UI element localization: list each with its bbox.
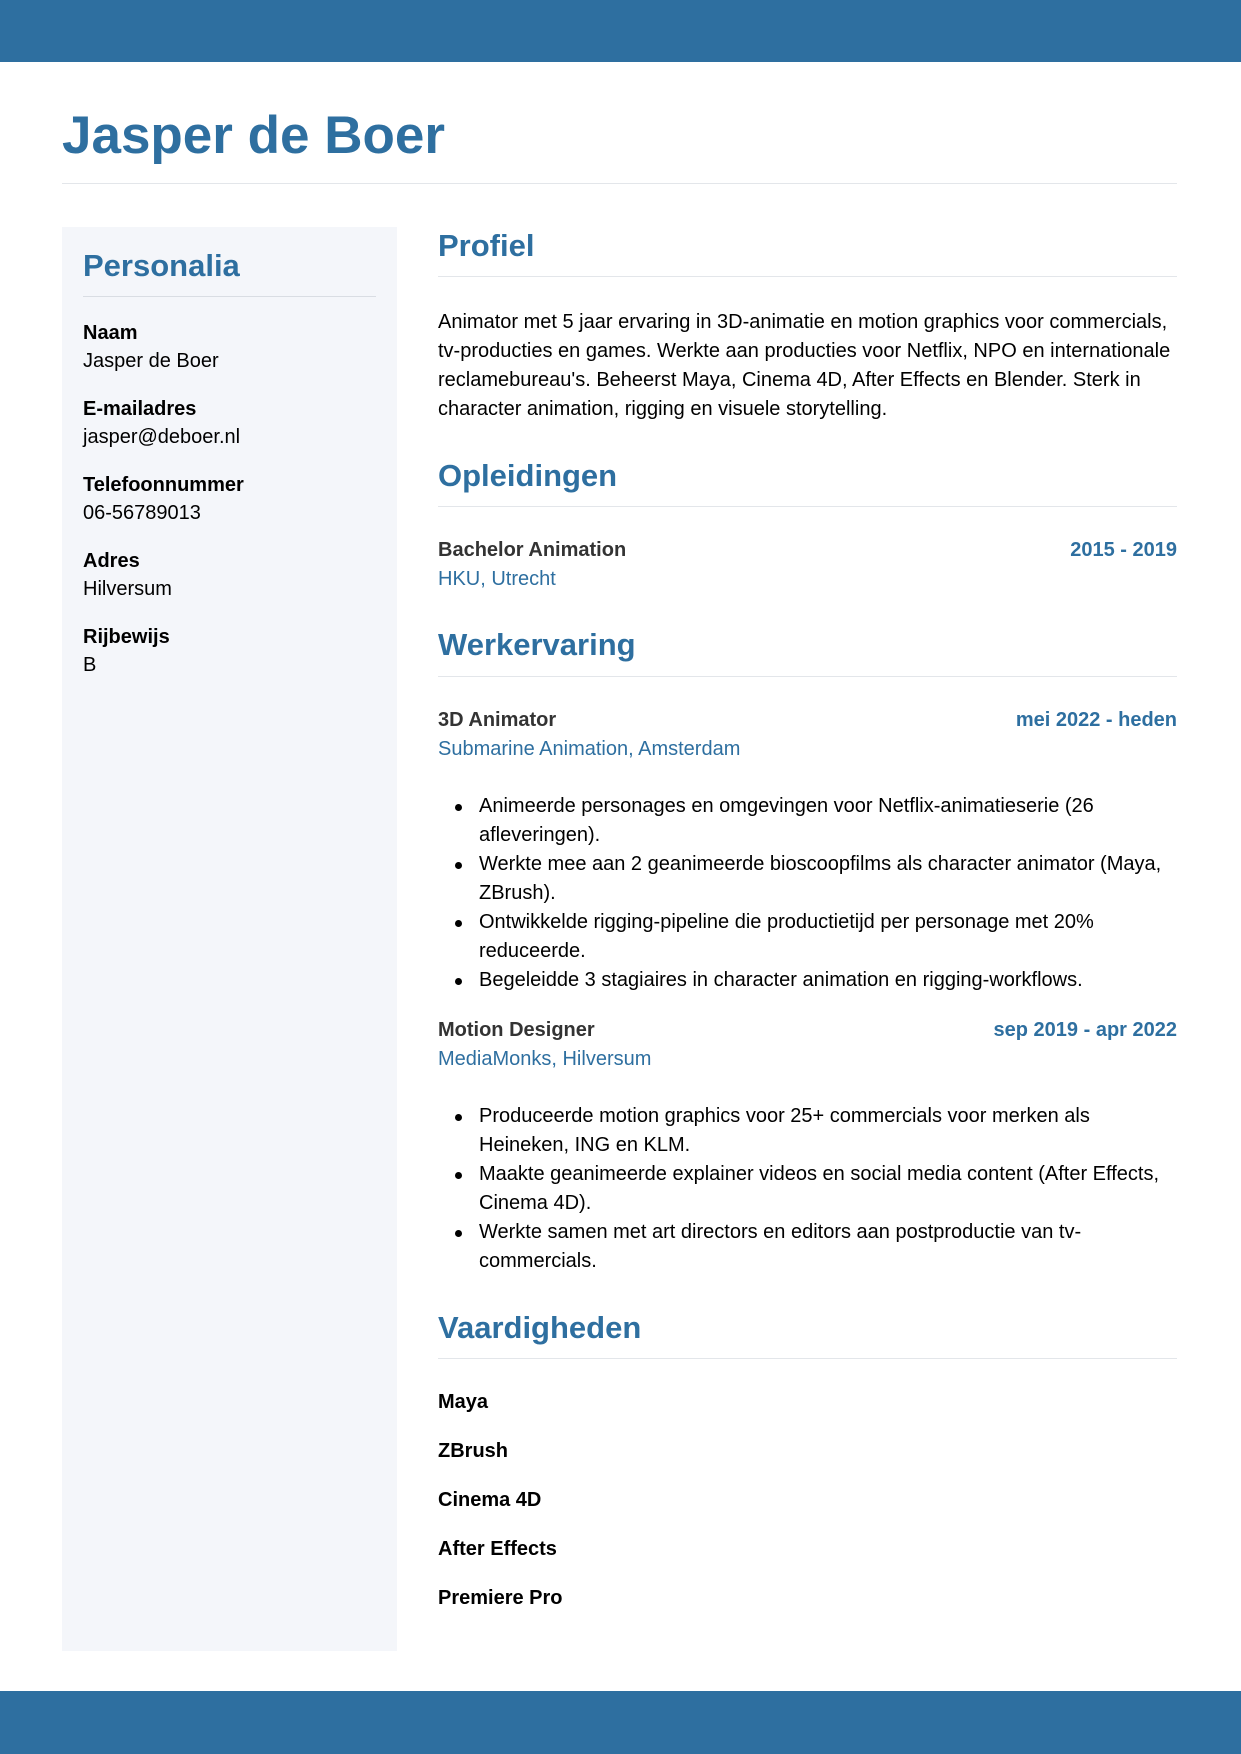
bullet-item: Werkte samen met art directors en editors aan postproductie van tv-commercials. <box>479 1218 1177 1276</box>
bullet-item: Werkte mee aan 2 geanimeerde bioscoopfilms als character animator (Maya, ZBrush). <box>479 850 1177 908</box>
experience-bullets <box>438 792 1177 995</box>
bullet-item: Maakte geanimeerde explainer videos en social media content (After Effects, Cinema 4D). <box>479 1160 1177 1218</box>
education-title: Opleidingen <box>438 457 1177 507</box>
bullet-item: Produceerde motion graphics voor 25+ commercials voor merken als Heineken, ING en KLM. <box>479 1102 1177 1160</box>
experience-company: MediaMonks, Hilversum <box>438 1047 652 1070</box>
candidate-name: Jasper de Boer <box>62 106 445 165</box>
header-divider <box>62 183 1177 184</box>
experience-period: mei 2022 - heden <box>1015 708 1177 731</box>
personal-item-license <box>83 623 376 679</box>
profile-text: Animator met 5 jaar ervaring in 3D-animatie en motion graphics voor commercials, tv-producties en games. Werkte aan producties voor Netflix, NPO en internationale reclamebureau's. Beheerst Maya, Cinema 4D, After Effects en Blender. Sterk in character animation, rigging en visuele storytelling. <box>438 311 1171 421</box>
personal-item-label: Adres <box>83 550 140 573</box>
skill-item: Maya <box>438 1390 489 1413</box>
main-content <box>438 227 1177 1633</box>
experience-role: 3D Animator <box>438 708 557 731</box>
sidebar-title: Personalia <box>83 247 376 297</box>
personal-item-value: 06-56789013 <box>83 502 201 525</box>
top-color-bar <box>0 0 1241 62</box>
personal-item-address <box>83 547 376 603</box>
experience-company: Submarine Animation, Amsterdam <box>438 737 741 760</box>
experience-entry <box>438 706 1177 995</box>
bullet-item: Ontwikkelde rigging-pipeline die productietijd per personage met 20% reduceerde. <box>479 908 1177 966</box>
experience-entry <box>438 1016 1177 1276</box>
bullet-item: Animeerde personages en omgevingen voor Netflix-animatieserie (26 afleveringen). <box>479 792 1177 850</box>
skills-title: Vaardigheden <box>438 1309 1177 1359</box>
experience-period: sep 2019 - apr 2022 <box>993 1018 1177 1041</box>
skill-item: ZBrush <box>438 1439 508 1462</box>
profile-title: Profiel <box>438 227 1177 277</box>
experience-role: Motion Designer <box>438 1018 595 1041</box>
personal-item-label: Rijbewijs <box>83 626 170 649</box>
experience-bullets <box>438 1102 1177 1276</box>
personal-item-value: B <box>83 654 97 677</box>
experience-title: Werkervaring <box>438 626 1177 676</box>
personal-item-value: jasper@deboer.nl <box>83 426 241 449</box>
skill-item: Cinema 4D <box>438 1488 542 1511</box>
bullet-item: Begeleidde 3 stagiaires in character animation en rigging-workflows. <box>479 966 1177 995</box>
education-period: 2015 - 2019 <box>1070 539 1177 562</box>
skill-item: Premiere Pro <box>438 1586 563 1609</box>
education-school: HKU, Utrecht <box>438 568 556 591</box>
personal-item-email <box>83 395 376 451</box>
personal-item-name <box>83 319 376 375</box>
education-degree: Bachelor Animation <box>438 539 627 562</box>
profile-section <box>438 227 1177 424</box>
education-section <box>438 457 1177 594</box>
personal-info-sidebar <box>62 227 397 1651</box>
personal-item-label: Naam <box>83 322 138 345</box>
personal-item-phone <box>83 471 376 527</box>
bottom-color-bar <box>0 1691 1241 1754</box>
skills-section <box>438 1309 1177 1613</box>
experience-section <box>438 626 1177 1275</box>
personal-item-value: Jasper de Boer <box>83 350 219 373</box>
skill-item: After Effects <box>438 1537 557 1560</box>
personal-item-label: Telefoonnummer <box>83 474 244 497</box>
personal-item-value: Hilversum <box>83 578 172 601</box>
education-entry <box>438 536 1177 594</box>
personal-item-label: E-mailadres <box>83 398 197 421</box>
